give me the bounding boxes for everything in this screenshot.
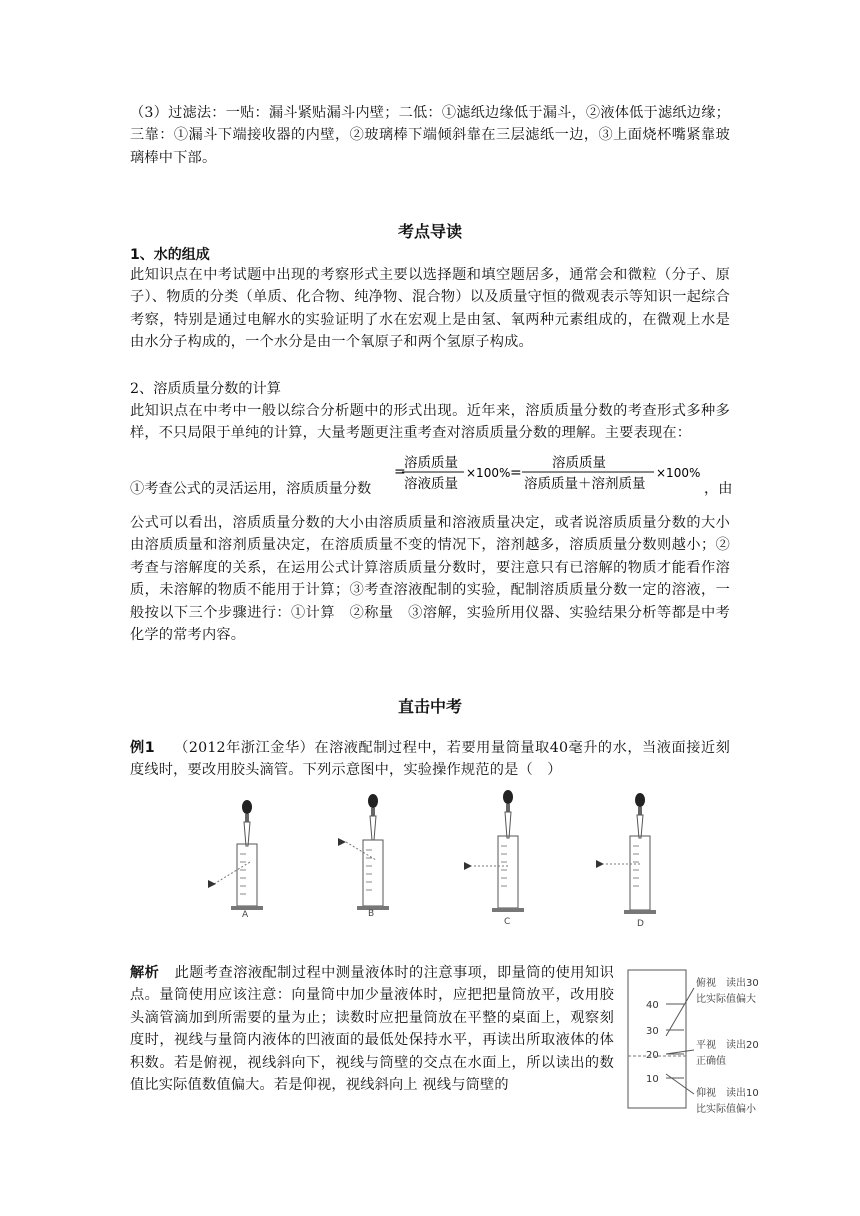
formula-equals-2: = [510,465,522,481]
mass-fraction-formula [392,450,702,498]
section-title-exam-guide: 考点导读 [397,222,462,241]
option-d-diagram [596,793,656,929]
tick-40: 40 [646,1000,659,1011]
option-a-diagram [208,800,263,920]
formula-percent-2: ×100% [656,466,701,480]
option-b-diagram [338,794,389,919]
option-d-label: D [637,919,644,929]
analysis-text: 此题考查溶液配制过程中测量液体时的注意事项，即量筒的使用知识点。量筒使用应该注意：向量筒中加少量液体时，应把把量筒放平，改用胶头滴管滴加到所需要的量为止；读数时应把量筒放在平整的桌面上，观察刻度时，视线与量筒内液体的凹液面的最低处保持水平，再读出所取液体的体积数。若是俯视，视线斜向下，视线与筒壁的交点在水面上，所以读出的数值比实际值数值偏大。若是仰视，视线斜向上 视线与筒壁的 [130,965,614,1094]
note-top-2: 比实际值偏大 [696,994,756,1005]
option-c-label: C [504,917,511,927]
note-top-1: 俯视 读出30 [696,978,759,989]
example-question: （2012年浙江金华）在溶液配制过程中，若要用量筒量取40毫升的水，当液面接近刻度线时，要改用胶头滴管。下列示意图中，实验操作规范的是（ ） [130,740,731,779]
subheading-mass-fraction: 2、溶质质量分数的计算 [130,381,281,397]
formula-denominator-1: 溶液质量 [404,476,458,492]
filter-paragraph: （3）过滤法：一贴：漏斗紧贴漏斗内壁；二低：①滤纸边缘低于漏斗，②液体低于滤纸边缘；三靠：①漏斗下端接收器的内壁，②玻璃棒下端倾斜靠在三层滤纸一边，③上面烧杯嘴紧靠玻璃棒中下部。 [130,105,730,166]
note-mid-2: 正确值 [696,1056,726,1067]
water-composition-paragraph: 此知识点在中考试题中出现的考察形式主要以选择题和填空题居多，通常会和微粒（分子、原子）、物质的分类（单质、化合物、纯净物、混合物）以及质量守恒的微观表示等知识一起综合考察，特别是通过电解水的实验证明了水在宏观上是由氢、氧两种元素组成的，在微观上水是由水分子构成的，一个水分是由一个氧原子和两个氢原子构成。 [130,267,730,351]
formula-percent-1: ×100% [466,466,511,480]
tick-20: 20 [646,1050,659,1061]
formula-denominator-2: 溶质质量＋溶剂质量 [524,476,646,492]
note-mid-1: 平视 读出20 [696,1040,759,1051]
formula-lead-text: ①考查公式的灵活运用，溶质质量分数 [130,481,372,497]
note-bottom-1: 仰视 读出10 [696,1088,759,1099]
formula-numerator-1: 溶质质量 [404,455,458,471]
example-1 [130,737,730,782]
analysis-label: 解析 [130,965,160,981]
option-c-diagram [464,790,524,927]
tick-30: 30 [646,1026,659,1037]
mass-fraction-explanation: 公式可以看出，溶质质量分数的大小由溶质质量和溶液质量决定，或者说溶质质量分数的大小由溶质质量和溶剂质量决定，在溶质质量不变的情况下，溶剂越多，溶质质量分数则越小；②考查与溶解度的关系，在运用公式计算溶质质量分数时，要注意只有已溶解的物质才能看作溶质，未溶解的物质不能用于计算；③考查溶液配制的实验，配制溶质质量分数一定的溶液，一般按以下三个步骤进行：①计算 ②称量 ③溶解，实验所用仪器、实验结果分析等都是中考化学的常考内容。 [130,515,730,644]
example-label: 例1 [130,740,155,756]
reading-angle-diagram [626,966,776,1116]
analysis-paragraph [130,962,614,1096]
option-b-label: B [368,909,375,919]
formula-numerator-2: 溶质质量 [552,455,606,471]
cylinder-options-figure [190,790,720,930]
subheading-water-composition: 1、水的组成 [130,247,210,263]
section-title-exam-focus: 直击中考 [397,697,462,716]
note-bottom-2: 比实际值偏小 [696,1104,756,1115]
formula-trail-text: ，由 [704,481,733,497]
mass-fraction-intro: 此知识点在中考中一般以综合分析题中的形式出现。近年来，溶质质量分数的考查形式多种多样，不只局限于单纯的计算，大量考题更注重考查对溶质质量分数的理解。主要表现在： [130,403,730,442]
tick-10: 10 [646,1074,659,1085]
option-a-label: A [242,910,249,920]
formula-equals: = [394,464,406,480]
